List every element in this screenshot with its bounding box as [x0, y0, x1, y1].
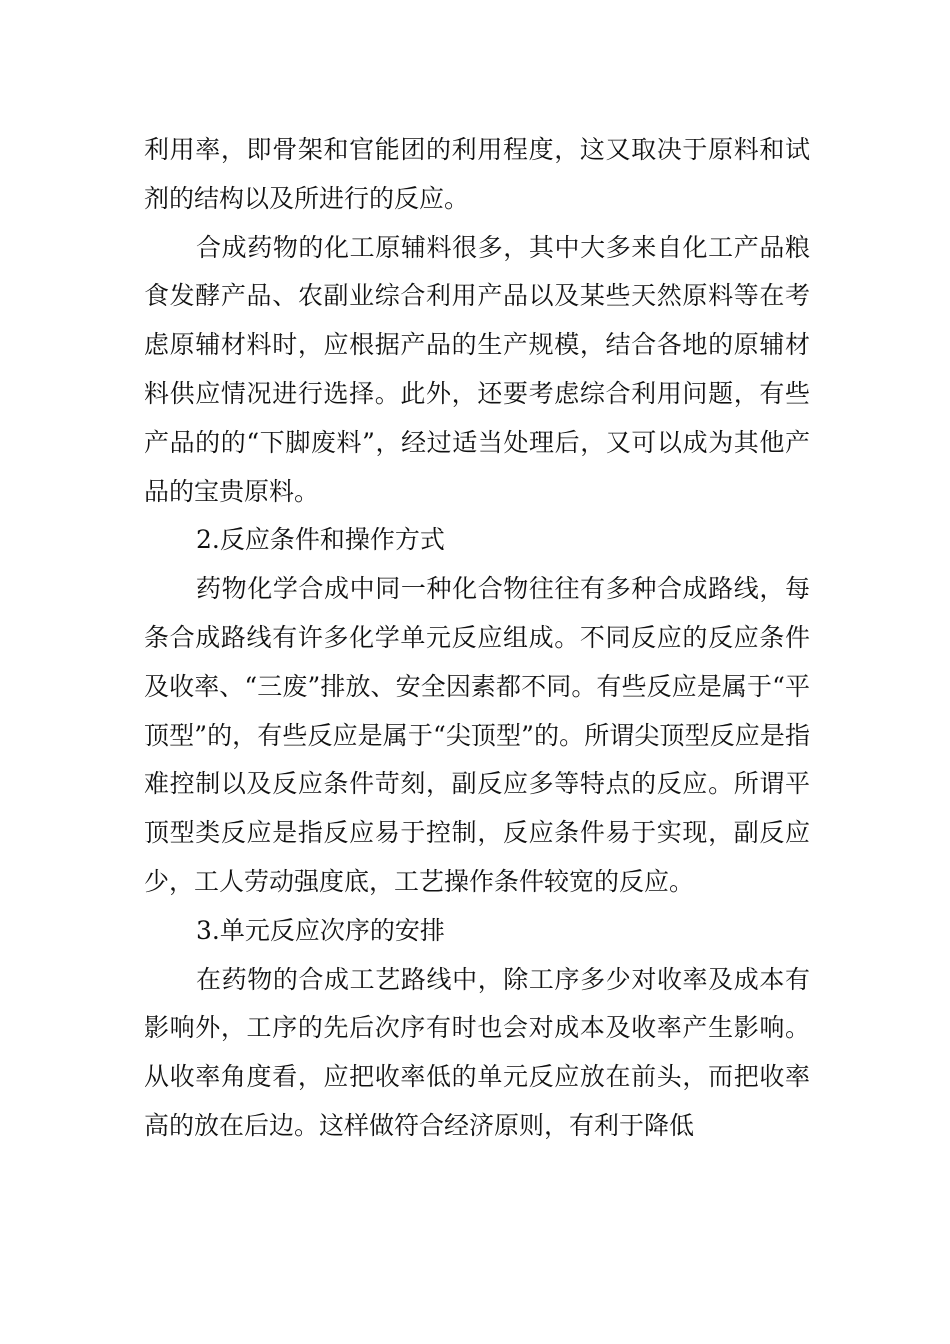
- document-body: [144, 126, 810, 1151]
- paragraph-reaction-conditions: 药物化学合成中同一种化合物往往有多种合成路线，每条合成路线有许多化学单元反应组成。不同反应的反应条件及收率、“三废”排放、安全因素都不同。有些反应是属于“平顶型”的，有些反应是属于“尖顶型”的。所谓尖顶型反应是指难控制以及反应条件苛刻，副反应多等特点的反应。所谓平顶型类反应是指反应易于控制，反应条件易于实现，副反应少，工人劳动强度底，工艺操作条件较宽的反应。: [144, 574, 810, 896]
- paragraph-reaction-order: 在药物的合成工艺路线中，除工序多少对收率及成本有影响外，工序的先后次序有时也会对成本及收率产生影响。从收率角度看，应把收率低的单元反应放在前头，而把收率高的放在后边。这样做符合经济原则，有利于降低: [144, 964, 810, 1140]
- section-heading-reaction-conditions: 2.反应条件和操作方式: [196, 525, 445, 555]
- paragraph-continued: 利用率，即骨架和官能团的利用程度，这又取决于原料和试剂的结构以及所进行的反应。: [144, 135, 810, 213]
- section-heading-reaction-order: 3.单元反应次序的安排: [196, 915, 445, 945]
- paragraph-raw-materials: 合成药物的化工原辅料很多，其中大多来自化工产品粮食发酵产品、农副业综合利用产品以及某些天然原料等在考虑原辅材料时，应根据产品的生产规模，结合各地的原辅材料供应情况进行选择。此外，还要考虑综合利用问题，有些产品的的“下脚废料”，经过适当处理后，又可以成为其他产品的宝贵原料。: [144, 232, 810, 506]
